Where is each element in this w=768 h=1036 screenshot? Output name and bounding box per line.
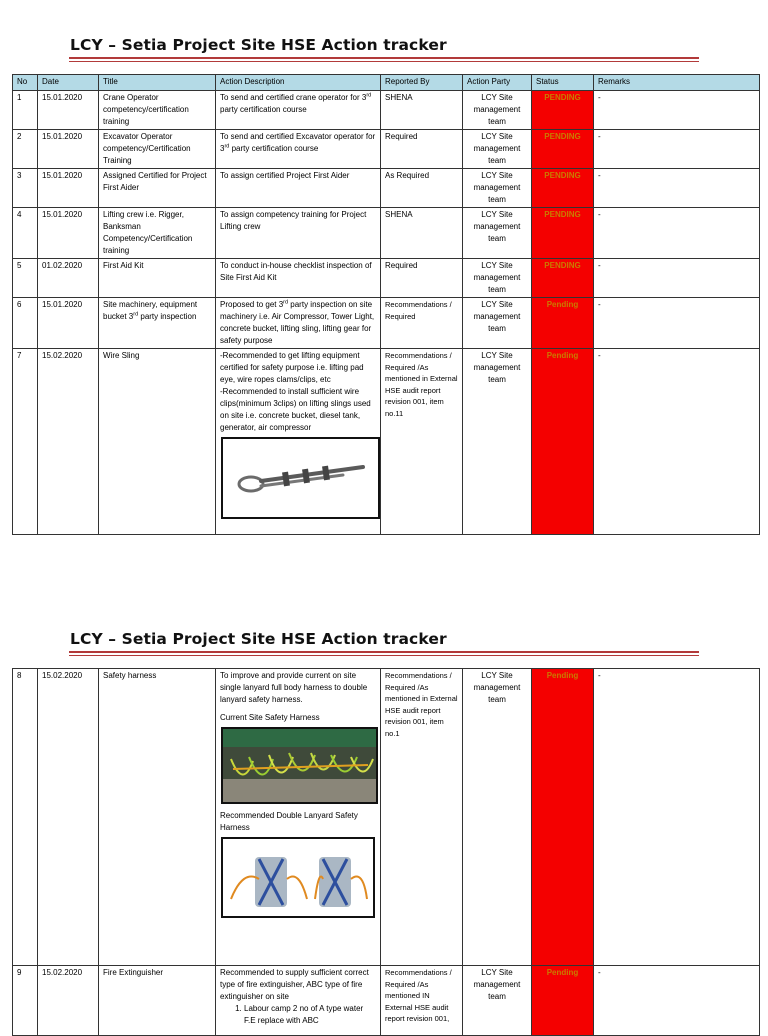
wire-sling-image xyxy=(221,437,380,519)
current-harness-image xyxy=(221,727,378,804)
cell-title: First Aid Kit xyxy=(99,259,216,298)
cell-remarks: - xyxy=(594,130,760,169)
cell-title: Lifting crew i.e. Rigger, Banksman Competency/Certification training xyxy=(99,208,216,259)
action-list xyxy=(220,1003,376,1027)
cell-title: Site machinery, equipment bucket 3rd party inspection xyxy=(99,298,216,349)
cell-action xyxy=(216,669,381,966)
cell-remarks: - xyxy=(594,349,760,535)
cell-action: Proposed to get 3rd party inspection on site machinery i.e. Air Compressor, Tower Light, concrete bucket, lifting sling, lifting gear for safety purpose xyxy=(216,298,381,349)
cell-action: To conduct in-house checklist inspection of Site First Aid Kit xyxy=(216,259,381,298)
cell-date: 15.01.2020 xyxy=(38,169,99,208)
action-line: -Recommended to install sufficient wire clips(minimum 3clips) on lifting slings used on site i.e. concrete bucket, diesel tank, generator, air compressor xyxy=(220,387,371,432)
cell-action-party: LCY Site management team xyxy=(463,259,532,298)
cell-action-party: LCY Site management team xyxy=(463,669,532,966)
image-caption: Recommended Double Lanyard Safety Harness xyxy=(220,811,358,832)
cell-action xyxy=(216,349,381,535)
table-row xyxy=(13,259,760,298)
cell-reported-by: Required xyxy=(381,259,463,298)
cell-action-party: LCY Site management team xyxy=(463,208,532,259)
cell-remarks: - xyxy=(594,91,760,130)
header-action-description: Action Description xyxy=(216,75,381,91)
cell-no: 9 xyxy=(13,966,38,1036)
cell-date: 01.02.2020 xyxy=(38,259,99,298)
cell-title: Excavator Operator competency/Certification Training xyxy=(99,130,216,169)
cell-reported-by: Required xyxy=(381,130,463,169)
cell-reported-by: Recommendations / Required /As mentioned IN External HSE audit report revision 001, xyxy=(381,966,463,1036)
cell-no: 8 xyxy=(13,669,38,966)
action-text: To improve and provide current on site single lanyard full body harness to double lanyard safety harness. xyxy=(220,671,368,704)
cell-date: 15.01.2020 xyxy=(38,208,99,259)
status-badge: PENDING xyxy=(532,91,594,130)
cell-reported-by: As Required xyxy=(381,169,463,208)
table-row xyxy=(13,91,760,130)
cell-remarks: - xyxy=(594,298,760,349)
table-row xyxy=(13,349,760,535)
cell-action: To send and certified crane operator for 3rd party certification course xyxy=(216,91,381,130)
cell-action-party: LCY Site management team xyxy=(463,169,532,208)
cell-date: 15.01.2020 xyxy=(38,130,99,169)
cell-no: 4 xyxy=(13,208,38,259)
cell-date: 15.01.2020 xyxy=(38,91,99,130)
header-remarks: Remarks xyxy=(594,75,760,91)
cell-title: Crane Operator competency/certification training xyxy=(99,91,216,130)
page-title-2: LCY – Setia Project Site HSE Action tracker xyxy=(70,630,447,648)
cell-reported-by: Recommendations / Required xyxy=(381,298,463,349)
header-no: No xyxy=(13,75,38,91)
cell-date: 15.02.2020 xyxy=(38,349,99,535)
status-badge: Pending xyxy=(532,349,594,535)
cell-action-party: LCY Site management team xyxy=(463,298,532,349)
cell-date: 15.02.2020 xyxy=(38,669,99,966)
list-item: 1. Labour camp 2 no of A type water F.E replace with ABC xyxy=(244,1003,376,1027)
cell-action xyxy=(216,966,381,1036)
cell-remarks: - xyxy=(594,208,760,259)
table-row xyxy=(13,130,760,169)
cell-title: Fire Extinguisher xyxy=(99,966,216,1036)
title-underline-2 xyxy=(69,651,699,656)
title-underline xyxy=(69,57,699,62)
cell-action-party: LCY Site management team xyxy=(463,966,532,1036)
cell-remarks: - xyxy=(594,966,760,1036)
header-reported-by: Reported By xyxy=(381,75,463,91)
cell-title: Safety harness xyxy=(99,669,216,966)
table-header-row xyxy=(13,75,760,91)
page-title: LCY – Setia Project Site HSE Action tracker xyxy=(70,36,447,54)
action-tracker-table-continued xyxy=(12,668,760,1036)
cell-title: Assigned Certified for Project First Aider xyxy=(99,169,216,208)
image-caption: Current Site Safety Harness xyxy=(220,713,320,722)
cell-action: To send and certified Excavator operator for 3rd party certification course xyxy=(216,130,381,169)
cell-action-party: LCY Site management team xyxy=(463,91,532,130)
table-row xyxy=(13,298,760,349)
cell-title: Wire Sling xyxy=(99,349,216,535)
cell-no: 6 xyxy=(13,298,38,349)
cell-reported-by: SHENA xyxy=(381,91,463,130)
cell-reported-by: Recommendations / Required /As mentioned in External HSE audit report revision 001, item no.11 xyxy=(381,349,463,535)
header-action-party: Action Party xyxy=(463,75,532,91)
cell-date: 15.02.2020 xyxy=(38,966,99,1036)
cell-action-party: LCY Site management team xyxy=(463,130,532,169)
status-badge: PENDING xyxy=(532,169,594,208)
cell-remarks: - xyxy=(594,669,760,966)
cell-no: 1 xyxy=(13,91,38,130)
table-row xyxy=(13,169,760,208)
table-row xyxy=(13,208,760,259)
action-line: -Recommended to get lifting equipment certified for safety purpose i.e. lifting pad eye, wire ropes clams/clips, etc xyxy=(220,351,364,384)
cell-remarks: - xyxy=(594,169,760,208)
status-badge: PENDING xyxy=(532,208,594,259)
status-badge: PENDING xyxy=(532,130,594,169)
cell-no: 5 xyxy=(13,259,38,298)
action-text: Recommended to supply sufficient correct type of fire extinguisher, ABC type of fire extinguisher on site xyxy=(220,968,369,1001)
cell-remarks: - xyxy=(594,259,760,298)
cell-no: 2 xyxy=(13,130,38,169)
cell-action: To assign certified Project First Aider xyxy=(216,169,381,208)
status-badge: Pending xyxy=(532,966,594,1036)
cell-reported-by: Recommendations / Required /As mentioned in External HSE audit report revision 001, item no.1 xyxy=(381,669,463,966)
cell-action-party: LCY Site management team xyxy=(463,349,532,535)
cell-date: 15.01.2020 xyxy=(38,298,99,349)
cell-reported-by: SHENA xyxy=(381,208,463,259)
status-badge: PENDING xyxy=(532,259,594,298)
status-badge: Pending xyxy=(532,298,594,349)
header-date: Date xyxy=(38,75,99,91)
status-badge: Pending xyxy=(532,669,594,966)
header-title: Title xyxy=(99,75,216,91)
header-status: Status xyxy=(532,75,594,91)
recommended-harness-image xyxy=(221,837,375,918)
table-row xyxy=(13,669,760,966)
cell-no: 7 xyxy=(13,349,38,535)
table-row xyxy=(13,966,760,1036)
action-tracker-table xyxy=(12,74,760,535)
cell-no: 3 xyxy=(13,169,38,208)
cell-action: To assign competency training for Project Lifting crew xyxy=(216,208,381,259)
